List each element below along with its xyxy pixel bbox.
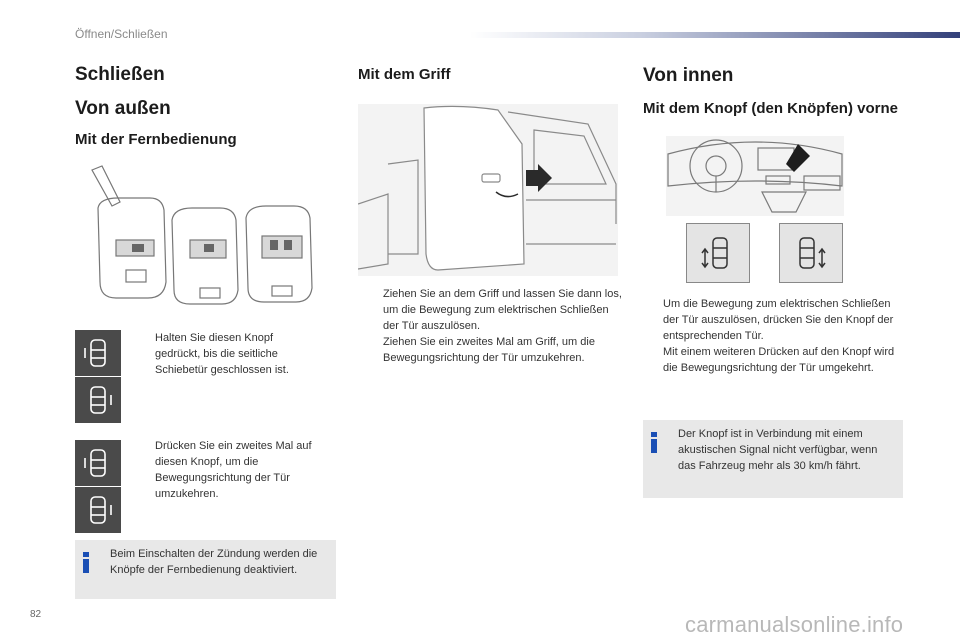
bullet-press-again-inside: Mit einem weiteren Drücken auf den Knopf wird die Bewegungsrichtung der Tür umgekehrt.: [663, 346, 895, 374]
title-inside: Von innen: [643, 65, 734, 86]
sliding-door-handle-icon: [358, 104, 618, 276]
heading-front-button: Mit dem Knopf (den Knöpfen) vorne: [643, 100, 898, 117]
info-box: [643, 420, 903, 498]
page-number: 82: [30, 609, 42, 620]
info-box: [75, 540, 336, 599]
bullet-press-button: Um die Bewegung zum elektrischen Schließen der Tür auszulösen, drücken Sie den Knopf der entsprechenden Tür.: [663, 298, 894, 342]
watermark: carmanualsonline.info: [685, 612, 904, 637]
heading-remote: Mit der Fernbedienung: [75, 131, 237, 148]
bullet-hold-button: Halten Sie diesen Knopf gedrückt, bis die seitliche Schiebetür geschlossen ist.: [155, 332, 289, 376]
key-fob-illustration: [80, 162, 335, 312]
left-door-button: [686, 223, 750, 283]
dashboard-illustration: [666, 136, 844, 216]
door-button-icon: [75, 440, 121, 486]
heading-handle: Mit dem Griff: [358, 66, 451, 83]
header-bar: [470, 32, 960, 38]
subtitle-outside: Von außen: [75, 98, 171, 119]
door-button-icon: [75, 330, 121, 376]
bullet-press-again: Drücken Sie ein zweites Mal auf diesen Knopf, um die Bewegungsrichtung der Tür umzukehren.: [155, 440, 312, 500]
info-text: Der Knopf ist in Verbindung mit einem akustischen Signal nicht verfügbar, wenn das Fahrzeug mehr als 30 km/h fährt.: [678, 428, 878, 472]
info-text: Beim Einschalten der Zündung werden die Knöpfe der Fernbedienung deaktiviert.: [110, 548, 318, 576]
bullet-pull-again: Ziehen Sie ein zweites Mal am Griff, um die Bewegungsrichtung der Tür umzukehren.: [383, 336, 595, 364]
right-door-button: [779, 223, 843, 283]
section-title: Öffnen/Schließen: [75, 27, 168, 41]
sliding-door-illustration: [358, 104, 618, 276]
key-fob-icon: [80, 162, 335, 312]
door-button-icon: [75, 487, 121, 533]
info-icon: [651, 432, 657, 453]
door-button-icon: [687, 224, 749, 282]
page-title: Schließen: [75, 64, 165, 85]
info-icon: [83, 552, 89, 573]
door-button-icon: [75, 377, 121, 423]
door-button-icon: [780, 224, 842, 282]
bullet-pull-handle: Ziehen Sie an dem Griff und lassen Sie dann los, um die Bewegung zum elektrischen Schließen der Tür auszulösen.: [383, 288, 622, 332]
dashboard-button-icon: [666, 136, 844, 216]
